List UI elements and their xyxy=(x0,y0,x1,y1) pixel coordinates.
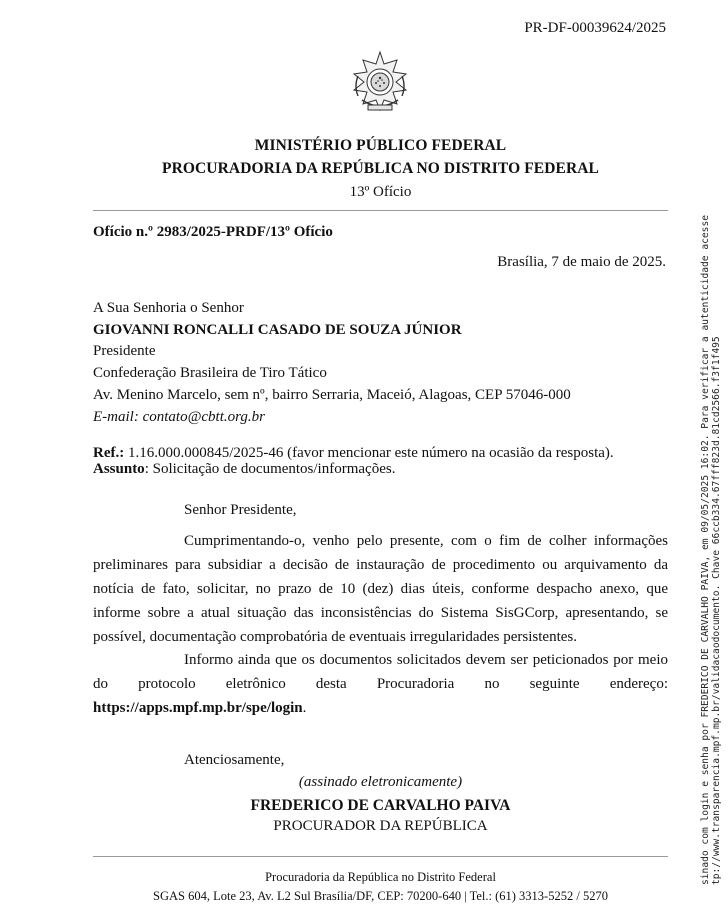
paragraph-2-text: Informo ainda que os documentos solicitados devem ser peticionados por meio do protocolo eletrônico desta Procuradoria no seguinte endereço: xyxy=(93,652,668,692)
email-label: E-mail: xyxy=(93,408,139,425)
recipient-salutation: A Sua Senhoria o Senhor xyxy=(93,300,244,316)
recipient-address: Av. Menino Marcelo, sem nº, bairro Serraria, Maceió, Alagoas, CEP 57046-000 xyxy=(93,386,571,403)
paragraph-2-end: . xyxy=(302,700,307,716)
signature-note: (assinado eletronicamente) xyxy=(298,774,463,790)
footer-address: SGAS 604, Lote 23, Av. L2 Sul Brasília/DF, CEP: 70200-640 | Tel.: (61) 3313-5252 / 5270 xyxy=(153,889,608,903)
stamp-line-2: tp://www.transparencia.mpf.mp.br/validacaodocumento. Chave 66ccb334.67fff823d.81cd2566.f3f1f495 xyxy=(711,336,722,885)
subject-value: : Solicitação de documentos/informações. xyxy=(144,461,396,477)
reference-block xyxy=(93,445,614,477)
body-paragraph-2 xyxy=(93,648,668,720)
ref-value: 1.16.000.000845/2025-46 (favor mencionar este número na ocasião da resposta). xyxy=(127,445,614,461)
signer-name: FREDERICO DE CARVALHO PAIVA xyxy=(250,797,511,814)
ref-label: Ref.: xyxy=(93,445,125,461)
footer-divider xyxy=(93,856,668,857)
institution-name: MINISTÉRIO PÚBLICO FEDERAL xyxy=(254,137,507,154)
greeting: Senhor Presidente, xyxy=(184,502,297,518)
signer-title: PROCURADOR DA REPÚBLICA xyxy=(273,818,488,834)
authentication-stamp xyxy=(700,195,722,885)
closing: Atenciosamente, xyxy=(184,752,285,768)
letter-number: Ofício n.º 2983/2025-PRDF/13º Ofício xyxy=(93,224,333,240)
footer-institution: Procuradoria da República no Distrito Federal xyxy=(265,870,496,884)
subject-line xyxy=(93,461,614,477)
email-address[interactable]: contato@cbtt.org.br xyxy=(142,408,265,425)
header-divider xyxy=(93,210,668,211)
recipient-organization: Confederação Brasileira de Tiro Tático xyxy=(93,365,327,382)
protocol-link[interactable]: https://apps.mpf.mp.br/spe/login xyxy=(93,700,303,716)
recipient-email xyxy=(93,407,571,429)
recipient-name: GIOVANNI RONCALLI CASADO DE SOUZA JÚNIOR xyxy=(93,321,462,338)
subject-label: Assunto xyxy=(93,461,145,477)
office-name: 13º Ofício xyxy=(349,184,412,200)
recipient-block xyxy=(93,298,571,428)
stamp-line-1: sinado com login e senha por FREDERICO DE CARVALHO PAIVA, em 09/05/2025 16:02. Para verificar a autenticidade acesse xyxy=(700,214,711,885)
body-paragraph-1: Cumprimentando-o, venho pelo presente, com o fim de colher informações preliminares para subsidiar a decisão de instauração de procedimento ou arquivamento da notícia de fato, solicitar, no prazo de 10 (dez) dias úteis, conforme despacho anexo, que informe sobre a atual situação das inconsistências do Sistema SisGCorp, apresentando, se possível, documentação comprobatória de eventuais irregularidades persistentes. xyxy=(93,533,668,645)
coat-of-arms-icon xyxy=(348,50,412,114)
reference-line xyxy=(93,445,614,461)
document-number: PR-DF-00039624/2025 xyxy=(524,20,666,36)
recipient-role: Presidente xyxy=(93,343,156,360)
institution-unit: PROCURADORIA DA REPÚBLICA NO DISTRITO FEDERAL xyxy=(162,160,599,177)
place-date: Brasília, 7 de maio de 2025. xyxy=(497,254,666,270)
